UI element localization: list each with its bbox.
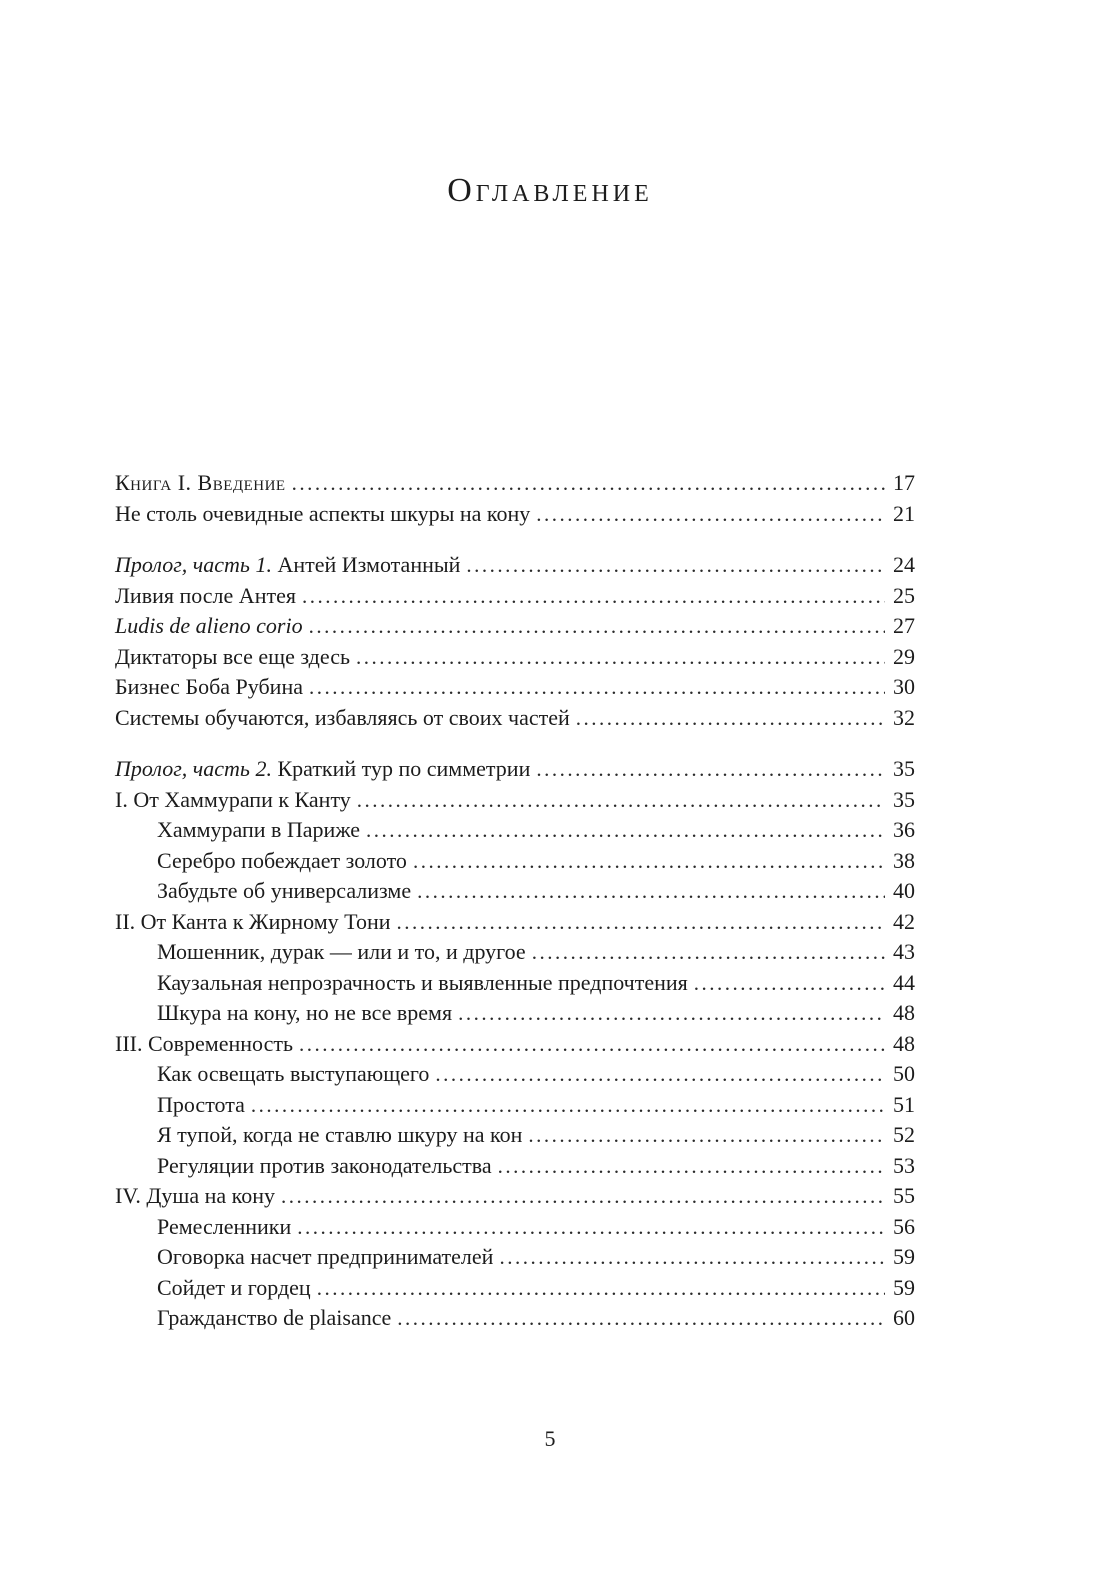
toc-entry[interactable] xyxy=(115,1151,915,1182)
toc-entry-page: 48 xyxy=(893,1000,915,1025)
toc-entry-page: 40 xyxy=(893,878,915,903)
dot-leader xyxy=(417,876,885,907)
toc-entry-label: Как освещать выступающего xyxy=(157,1061,430,1086)
dot-leader xyxy=(694,968,885,999)
dot-leader xyxy=(309,672,885,703)
toc-entry-page: 48 xyxy=(893,1030,915,1056)
toc-entry[interactable] xyxy=(115,1090,915,1121)
toc-group xyxy=(115,550,915,733)
dot-leader xyxy=(251,1090,885,1121)
toc-entry-page: 27 xyxy=(893,613,915,638)
toc-group xyxy=(115,754,915,1334)
toc-entry-page: 50 xyxy=(893,1061,915,1086)
toc-entry-page: 42 xyxy=(893,908,915,934)
toc-entry-page: 53 xyxy=(893,1152,915,1178)
toc-list xyxy=(115,468,915,1334)
toc-entry[interactable] xyxy=(115,846,915,877)
toc-entry-label-italic-prefix: Пролог, часть 1. xyxy=(115,552,278,577)
toc-entry-page: 52 xyxy=(893,1122,915,1147)
dot-leader xyxy=(528,1120,885,1151)
toc-entry-label: Бизнес Боба Рубина xyxy=(115,674,303,699)
toc-entry[interactable] xyxy=(115,1029,915,1060)
dot-leader xyxy=(413,846,885,877)
dot-leader xyxy=(299,1029,885,1060)
dot-leader xyxy=(309,611,885,642)
toc-entry[interactable] xyxy=(115,611,915,642)
toc-entry-page: 17 xyxy=(893,470,915,495)
toc-entry-label: Простота xyxy=(157,1091,245,1117)
toc-entry-label: Диктаторы все еще здесь xyxy=(115,643,350,669)
dot-leader xyxy=(317,1273,885,1304)
toc-entry-label: Ludis de alieno corio xyxy=(115,613,303,638)
dot-leader xyxy=(302,581,885,612)
toc-entry-page: 44 xyxy=(893,969,915,995)
toc-entry[interactable] xyxy=(115,1242,915,1273)
toc-entry[interactable] xyxy=(115,703,915,734)
toc-entry-page: 43 xyxy=(893,939,915,964)
toc-entry-label: Сойдет и гордец xyxy=(157,1274,311,1300)
dot-leader xyxy=(458,998,885,1029)
toc-entry-label: Регуляции против законодательства xyxy=(157,1152,492,1178)
toc-entry[interactable] xyxy=(115,1212,915,1243)
dot-leader xyxy=(536,499,885,530)
toc-entry-label: I. От Хаммурапи к Канту xyxy=(115,786,351,812)
toc-entry-label: Ремесленники xyxy=(157,1213,292,1239)
toc-entry[interactable] xyxy=(115,550,915,581)
toc-entry-label: Пролог, часть 1. Антей Измотанный xyxy=(115,552,461,577)
dot-leader xyxy=(466,550,885,581)
dot-leader xyxy=(397,1303,885,1334)
toc-entry-page: 32 xyxy=(893,704,915,730)
toc-entry-page: 24 xyxy=(893,552,915,577)
toc-entry-label: Не столь очевидные аспекты шкуры на кону xyxy=(115,500,531,526)
dot-leader xyxy=(281,1181,885,1212)
toc-entry[interactable] xyxy=(115,1303,915,1334)
folio-page-number: 5 xyxy=(544,1426,556,1451)
dot-leader xyxy=(397,907,885,938)
dot-leader xyxy=(435,1059,885,1090)
dot-leader xyxy=(576,703,885,734)
dot-leader xyxy=(536,754,885,785)
toc-entry-page: 38 xyxy=(893,847,915,873)
toc-entry-label: Забудьте об универсализме xyxy=(157,878,412,903)
toc-entry-label: Мошенник, дурак — или и то, и другое xyxy=(157,939,526,964)
toc-entry-label: Шкура на кону, но не все время xyxy=(157,1000,453,1025)
toc-entry-page: 36 xyxy=(893,817,915,842)
toc-entry-page: 35 xyxy=(893,786,915,812)
toc-entry[interactable] xyxy=(115,1181,915,1212)
toc-entry[interactable] xyxy=(115,1273,915,1304)
toc-entry[interactable] xyxy=(115,1120,915,1151)
toc-entry[interactable] xyxy=(115,907,915,938)
toc-entry[interactable] xyxy=(115,642,915,673)
dot-leader xyxy=(532,937,885,968)
toc-entry-page: 59 xyxy=(893,1274,915,1300)
toc-entry-page: 35 xyxy=(893,756,915,781)
toc-entry[interactable] xyxy=(115,1059,915,1090)
toc-entry-page: 55 xyxy=(893,1183,915,1208)
toc-entry[interactable] xyxy=(115,785,915,816)
toc-entry-page: 21 xyxy=(893,500,915,526)
dot-leader xyxy=(297,1212,885,1243)
toc-group xyxy=(115,468,915,529)
toc-entry-label: Пролог, часть 2. Краткий тур по симметрии xyxy=(115,756,531,781)
toc-entry-label: Хаммурапи в Париже xyxy=(157,817,361,842)
toc-entry-label-italic-prefix: Пролог, часть 2. xyxy=(115,756,278,781)
toc-entry-page: 56 xyxy=(893,1213,915,1239)
toc-entry-page: 25 xyxy=(893,582,915,608)
toc-entry[interactable] xyxy=(115,998,915,1029)
dot-leader xyxy=(366,815,885,846)
toc-entry-label: Ливия после Антея xyxy=(115,582,296,608)
toc-entry[interactable] xyxy=(115,968,915,999)
toc-entry-label: II. От Канта к Жирному Тони xyxy=(115,908,391,934)
dot-leader xyxy=(292,468,885,499)
toc-entry-label: IV. Душа на кону xyxy=(115,1183,275,1208)
toc-entry[interactable] xyxy=(115,672,915,703)
toc-entry-page: 51 xyxy=(893,1091,915,1117)
toc-entry-label: Я тупой, когда не ставлю шкуру на кон xyxy=(157,1122,523,1147)
toc-entry-page: 59 xyxy=(893,1244,915,1269)
toc-entry-page: 60 xyxy=(893,1305,915,1330)
toc-entry-page: 30 xyxy=(893,674,915,699)
toc-entry-label: III. Современность xyxy=(115,1030,293,1056)
toc-entry-page: 29 xyxy=(893,643,915,669)
page-title: Оглавление xyxy=(447,172,653,209)
dot-leader xyxy=(498,1151,885,1182)
toc-entry[interactable] xyxy=(115,937,915,968)
toc-entry[interactable] xyxy=(115,876,915,907)
toc-entry[interactable] xyxy=(115,581,915,612)
toc-entry-label: Системы обучаются, избавляясь от своих частей xyxy=(115,704,570,730)
toc-entry-label: Каузальная непрозрачность и выявленные предпочтения xyxy=(157,969,688,995)
toc-entry[interactable] xyxy=(115,468,915,499)
toc-entry-label: Оговорка насчет предпринимателей xyxy=(157,1244,494,1269)
dot-leader xyxy=(357,785,885,816)
toc-entry-label: Серебро побеждает золото xyxy=(157,847,407,873)
dot-leader xyxy=(499,1242,885,1273)
toc-entry-label: Книга I. Введение xyxy=(115,470,286,495)
dot-leader xyxy=(356,642,885,673)
toc-entry[interactable] xyxy=(115,754,915,785)
toc-entry[interactable] xyxy=(115,499,915,530)
toc-entry[interactable] xyxy=(115,815,915,846)
toc-entry-label: Гражданство de plaisance xyxy=(157,1305,392,1330)
